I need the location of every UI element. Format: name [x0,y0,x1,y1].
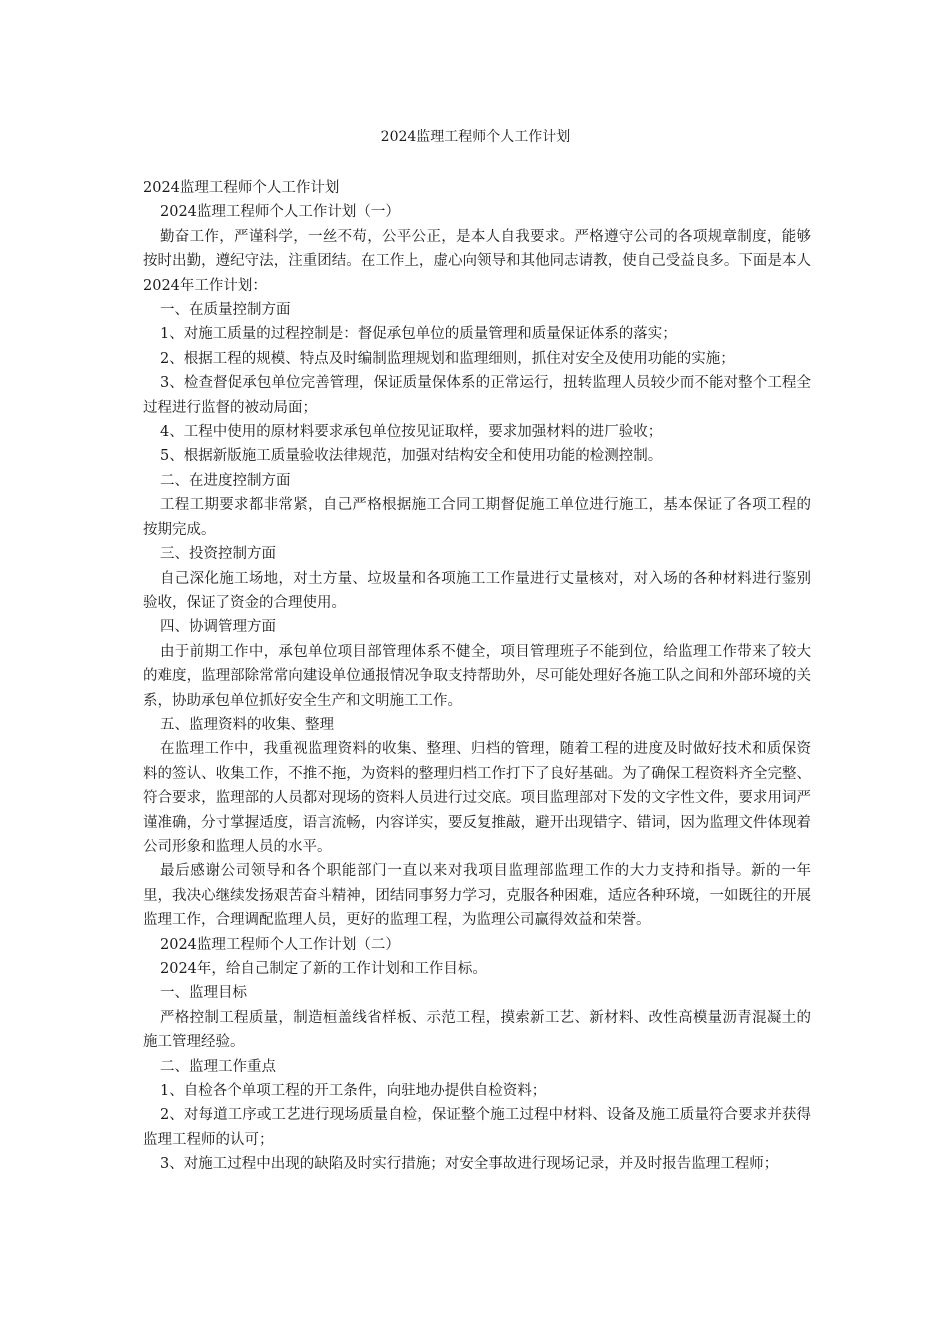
paragraph: 在监理工作中，我重视监理资料的收集、整理、归档的管理，随着工程的进度及时做好技术和质保资料的签认、收集工作，不推不拖，为资料的整理归档工作打下了良好基础。为了确保工程资料齐全完整、符合要求，监理部的人员都对现场的资料人员进行过交底。项目监理部对下发的文字性文件，要求用词严谨准确，分寸掌握适度，语言流畅，内容详实，要反复推敲，避开出现错字、错词，因为监理文件体现着公司形象和监理人员的水平。 [143,741,811,855]
paragraph: 一、在质量控制方面 [160,302,291,319]
paragraph: 1、自检各个单项工程的开工条件，向驻地办提供自检资料； [160,1083,547,1100]
paragraph: 2024年，给自己制定了新的工作计划和工作目标。 [160,961,487,977]
paragraph: 五、监理资料的收集、整理 [160,716,334,733]
paragraph: 三、投资控制方面 [160,546,276,563]
paragraph: 二、在进度控制方面 [160,472,291,489]
paragraph: 四、协调管理方面 [160,619,276,636]
paragraph: 由于前期工作中，承包单位项目部管理体系不健全，项目管理班子不能到位，给监理工作带来了较大的难度，监理部除常常向建设单位通报情况争取支持帮助外，尽可能处理好各施工队之间和外部环境的关系，协助承包单位抓好安全生产和文明施工工作。 [143,643,811,709]
paragraph: 一、监理目标 [160,985,247,1002]
paragraph: 严格控制工程质量，制造桓盖线省样板、示范工程，摸索新工艺、新材料、改性高模量沥青混凝土的施工管理经验。 [143,1009,811,1051]
document-body [143,176,811,1177]
paragraph: 2、对每道工序或工艺进行现场质量自检，保证整个施工过程中材料、设备及施工质量符合要求并获得监理工程师的认可； [143,1107,811,1148]
paragraph: 自己深化施工场地，对土方量、垃圾量和各项施工工作量进行丈量核对，对入场的各种材料进行鉴别验收，保证了资金的合理使用。 [143,570,811,611]
document-title: 2024监理工程师个人工作计划 [380,129,571,145]
paragraph: 4、工程中使用的原材料要求承包单位按见证取样，要求加强材料的进厂验收； [160,424,663,441]
paragraph: 二、监理工作重点 [160,1058,276,1075]
paragraph: 2024监理工程师个人工作计划（二） [160,936,400,953]
paragraph: 3、对施工过程中出现的缺陷及时实行措施；对安全事故进行现场记录，并及时报告监理工程师； [160,1156,779,1173]
paragraph: 工程工期要求都非常紧，自己严格根据施工合同工期督促施工单位进行施工，基本保证了各项工程的按期完成。 [143,497,811,538]
paragraph: 3、检查督促承包单位完善管理，保证质量保体系的正常运行，扭转监理人员较少而不能对整个工程全过程进行监督的被动局面； [143,375,811,416]
paragraph: 2、根据工程的规模、特点及时编制监理规划和监理细则，抓住对安全及使用功能的实施； [160,350,735,367]
paragraph: 2024监理工程师个人工作计划 [143,180,340,196]
paragraph: 勤奋工作，严谨科学，一丝不苟，公平公正，是本人自我要求。严格遵守公司的各项规章制度，能够按时出勤，遵纪守法，注重团结。在工作上，虚心向领导和其他同志请教，使自己受益良多。下面是本人2024年工作计划： [143,228,811,294]
paragraph: 最后感谢公司领导和各个职能部门一直以来对我项目监理部监理工作的大力支持和指导。新的一年里，我决心继续发扬艰苦奋斗精神，团结同事努力学习，克服各种困难，适应各种环境，一如既往的开展监理工作，合理调配监理人员，更好的监理工程，为监理公司赢得效益和荣誉。 [143,863,811,929]
paragraph: 5、根据新版施工质量验收法律规范，加强对结构安全和使用功能的检测控制。 [160,448,663,465]
paragraph: 2024监理工程师个人工作计划（一） [160,204,400,221]
paragraph: 1、对施工质量的过程控制是：督促承包单位的质量管理和质量保证体系的落实； [160,326,677,343]
